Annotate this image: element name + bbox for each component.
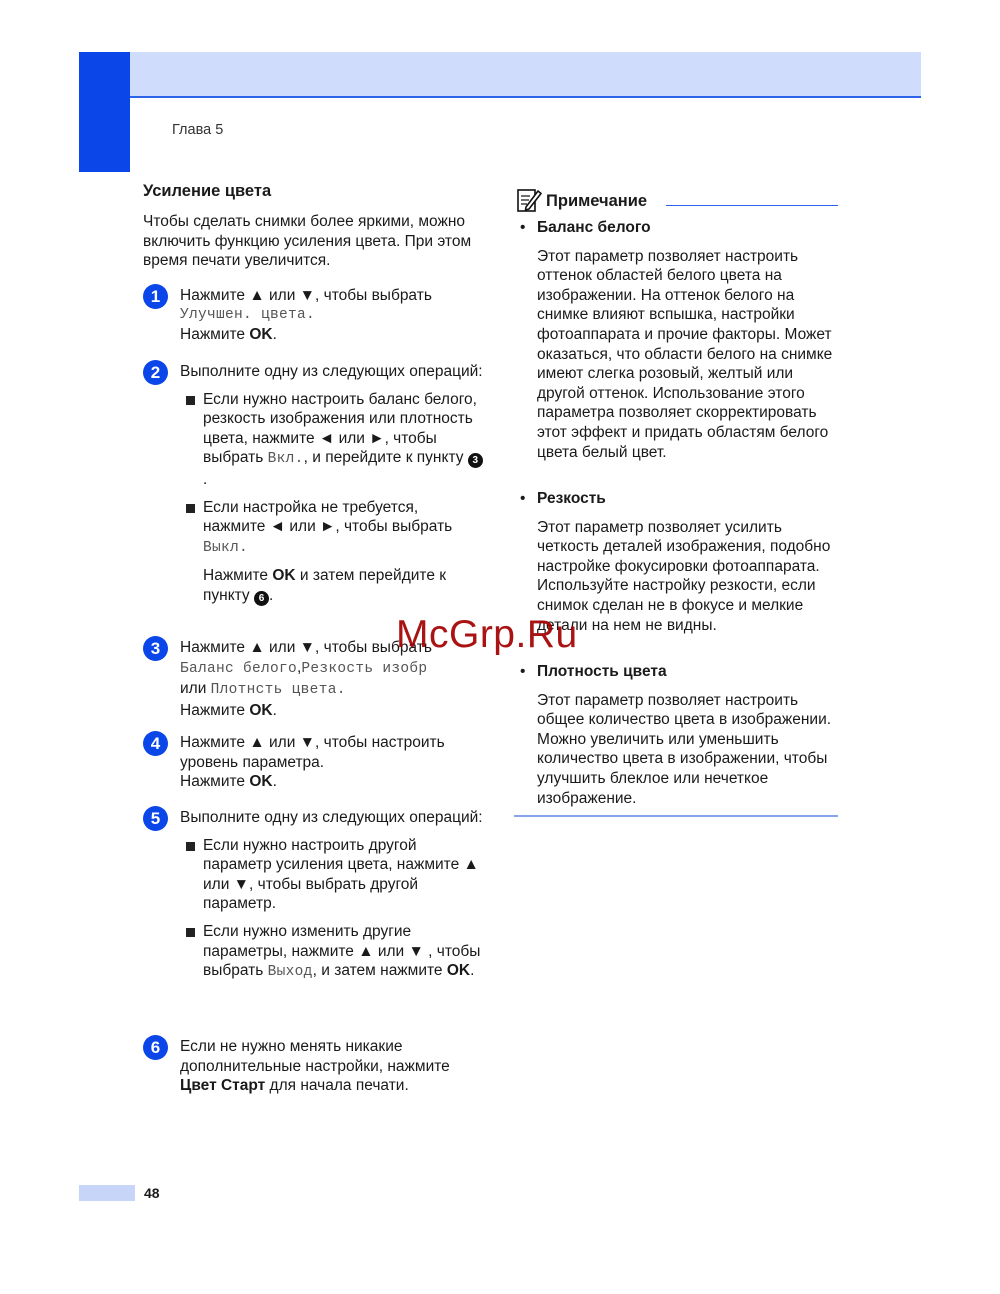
square-bullet-icon [186, 504, 195, 513]
chapter-tab-block [79, 52, 130, 172]
punct: . [272, 326, 277, 344]
step-ref-badge: 3 [468, 453, 483, 468]
menu-item-name: Плотнсть цвета [210, 682, 337, 699]
step-text: Выполните одну из следующих операций: [180, 809, 483, 826]
menu-item-name: Выход [267, 964, 313, 981]
note-pencil-icon [516, 187, 542, 213]
step-text: Выполните одну из следующих операций: [180, 363, 483, 380]
note-item-heading: Плотность цвета [537, 663, 667, 680]
step-ref-badge: 6 [254, 591, 269, 606]
square-bullet-icon [186, 928, 195, 937]
sub-option [180, 836, 483, 914]
option-text: , и перейдите к пункту [303, 449, 468, 467]
note-item [520, 662, 840, 808]
step-text: Нажмите ▲ или ▼, чтобы выбрать [180, 287, 432, 304]
step-number: 4 [143, 731, 168, 756]
step-number: 1 [143, 284, 168, 309]
section-title: Усиление цвета [143, 182, 272, 200]
ok-key-label: OK [249, 701, 273, 719]
step-text: Если не нужно менять никакие дополнительные настройки, нажмите [180, 1038, 450, 1075]
step-text: Нажмите ▲ или ▼, чтобы выбрать [180, 639, 432, 656]
step-1 [143, 286, 483, 345]
option-text: Если нужно настроить баланс белого, резкость изображения или плотность цвета, нажмите ◄ или ►, чтобы выбрать [203, 390, 477, 467]
step-2 [143, 362, 483, 606]
square-bullet-icon [186, 396, 195, 405]
note-item [520, 218, 840, 462]
menu-item-name: Выкл. [203, 539, 249, 556]
bullet: • [520, 490, 526, 507]
step-number: 2 [143, 360, 168, 385]
color-start-key-label: Цвет Старт [180, 1077, 266, 1095]
step-4 [143, 733, 483, 792]
note-rule [666, 205, 838, 206]
header-band [130, 52, 921, 97]
punct: . [272, 773, 277, 791]
step-number: 3 [143, 636, 168, 661]
note-bottom-rule [514, 815, 838, 817]
note-item-heading: Баланс белого [537, 219, 651, 236]
note-title: Примечание [546, 192, 648, 210]
menu-item-name: Резкость изобр [301, 660, 428, 677]
step-text: Нажмите [180, 773, 250, 791]
sub-option: Если нужно настроить баланс белого, резкость изображения или плотность цвета, нажмите ◄ или ►, чтобы выбрать Вкл., и перейдите к пункту 3. [180, 390, 483, 490]
step-text: Нажмите [180, 701, 250, 719]
punct: . [336, 682, 346, 699]
section-intro: Чтобы сделать снимки более яркими, можно включить функцию усиления цвета. При этом время печати увеличится. [143, 213, 472, 270]
sub-option [180, 922, 483, 983]
step-number: 6 [143, 1035, 168, 1060]
note-item-text: Этот параметр позволяет усилить четкость деталей изображения, подобно настройке фокусировки фотоаппарата. Используйте настройку резкости, если снимок сделан не в фокусе и мелкие детали на нем не видны. [537, 518, 831, 634]
note-item-text: Этот параметр позволяет настроить оттенок областей белого цвета на изображении. На оттенок белого на снимке влияют вспышка, настройки фотоаппарата и прочие факторы. Может оказаться, что области белого на снимке имеют слегка розовый, желтый или другой оттенок. Использование этого параметра позволяет скорректировать этот эффект и придать областям белого цвета белый цвет. [537, 247, 833, 461]
footer-bar [79, 1185, 135, 1201]
option-text: Если настройка не требуется, нажмите ◄ или ►, чтобы выбрать [203, 498, 453, 536]
sub-option: Если настройка не требуется, нажмите ◄ или ►, чтобы выбрать Выкл. Нажмите OK и затем перейдите к пункту 6 . [180, 498, 483, 606]
step-number: 5 [143, 806, 168, 831]
square-bullet-icon [186, 842, 195, 851]
header-rule [130, 96, 921, 98]
step-text: или [180, 680, 211, 698]
option-text: и затем перейдите к пункту [203, 567, 447, 604]
watermark: McGrp.Ru [396, 613, 578, 656]
step-6 [143, 1037, 483, 1096]
chapter-label: Глава 5 [172, 122, 224, 138]
option-text: Если нужно настроить другой параметр усиления цвета, нажмите ▲ или ▼, чтобы выбрать другой параметр. [203, 836, 479, 913]
note-item-heading: Резкость [537, 490, 606, 507]
option-text: , и затем нажмите [312, 962, 447, 980]
note-item-text: Этот параметр позволяет настроить общее количество цвета в изображении. Можно увеличить или уменьшить количество цвета в изображении, чтобы улучшить блеклое или нечеткое изображение. [537, 691, 832, 807]
step-text: Нажмите ▲ или ▼, чтобы настроить уровень параметра. [180, 734, 445, 771]
menu-item-name: Улучшен. цвета. [180, 306, 316, 323]
option-text: Нажмите [203, 567, 273, 585]
ok-key-label: OK [249, 773, 273, 791]
page-number: 48 [144, 1185, 160, 1201]
menu-item-name: Баланс белого [180, 660, 298, 677]
menu-item-name: Вкл. [267, 451, 304, 468]
step-text: для начала печати. [265, 1077, 409, 1095]
punct: , [297, 658, 302, 676]
punct: . [272, 701, 277, 719]
bullet: • [520, 219, 526, 236]
bullet: • [520, 663, 526, 680]
option-text: Если нужно изменить другие параметры, нажмите ▲ или ▼ , чтобы выбрать [203, 922, 481, 980]
ok-key-label: OK [249, 326, 273, 344]
step-5 [143, 808, 483, 983]
step-text: Нажмите [180, 326, 250, 344]
punct: . [470, 962, 475, 980]
ok-key-label: OK [272, 567, 296, 585]
ok-key-label: OK [446, 962, 471, 980]
